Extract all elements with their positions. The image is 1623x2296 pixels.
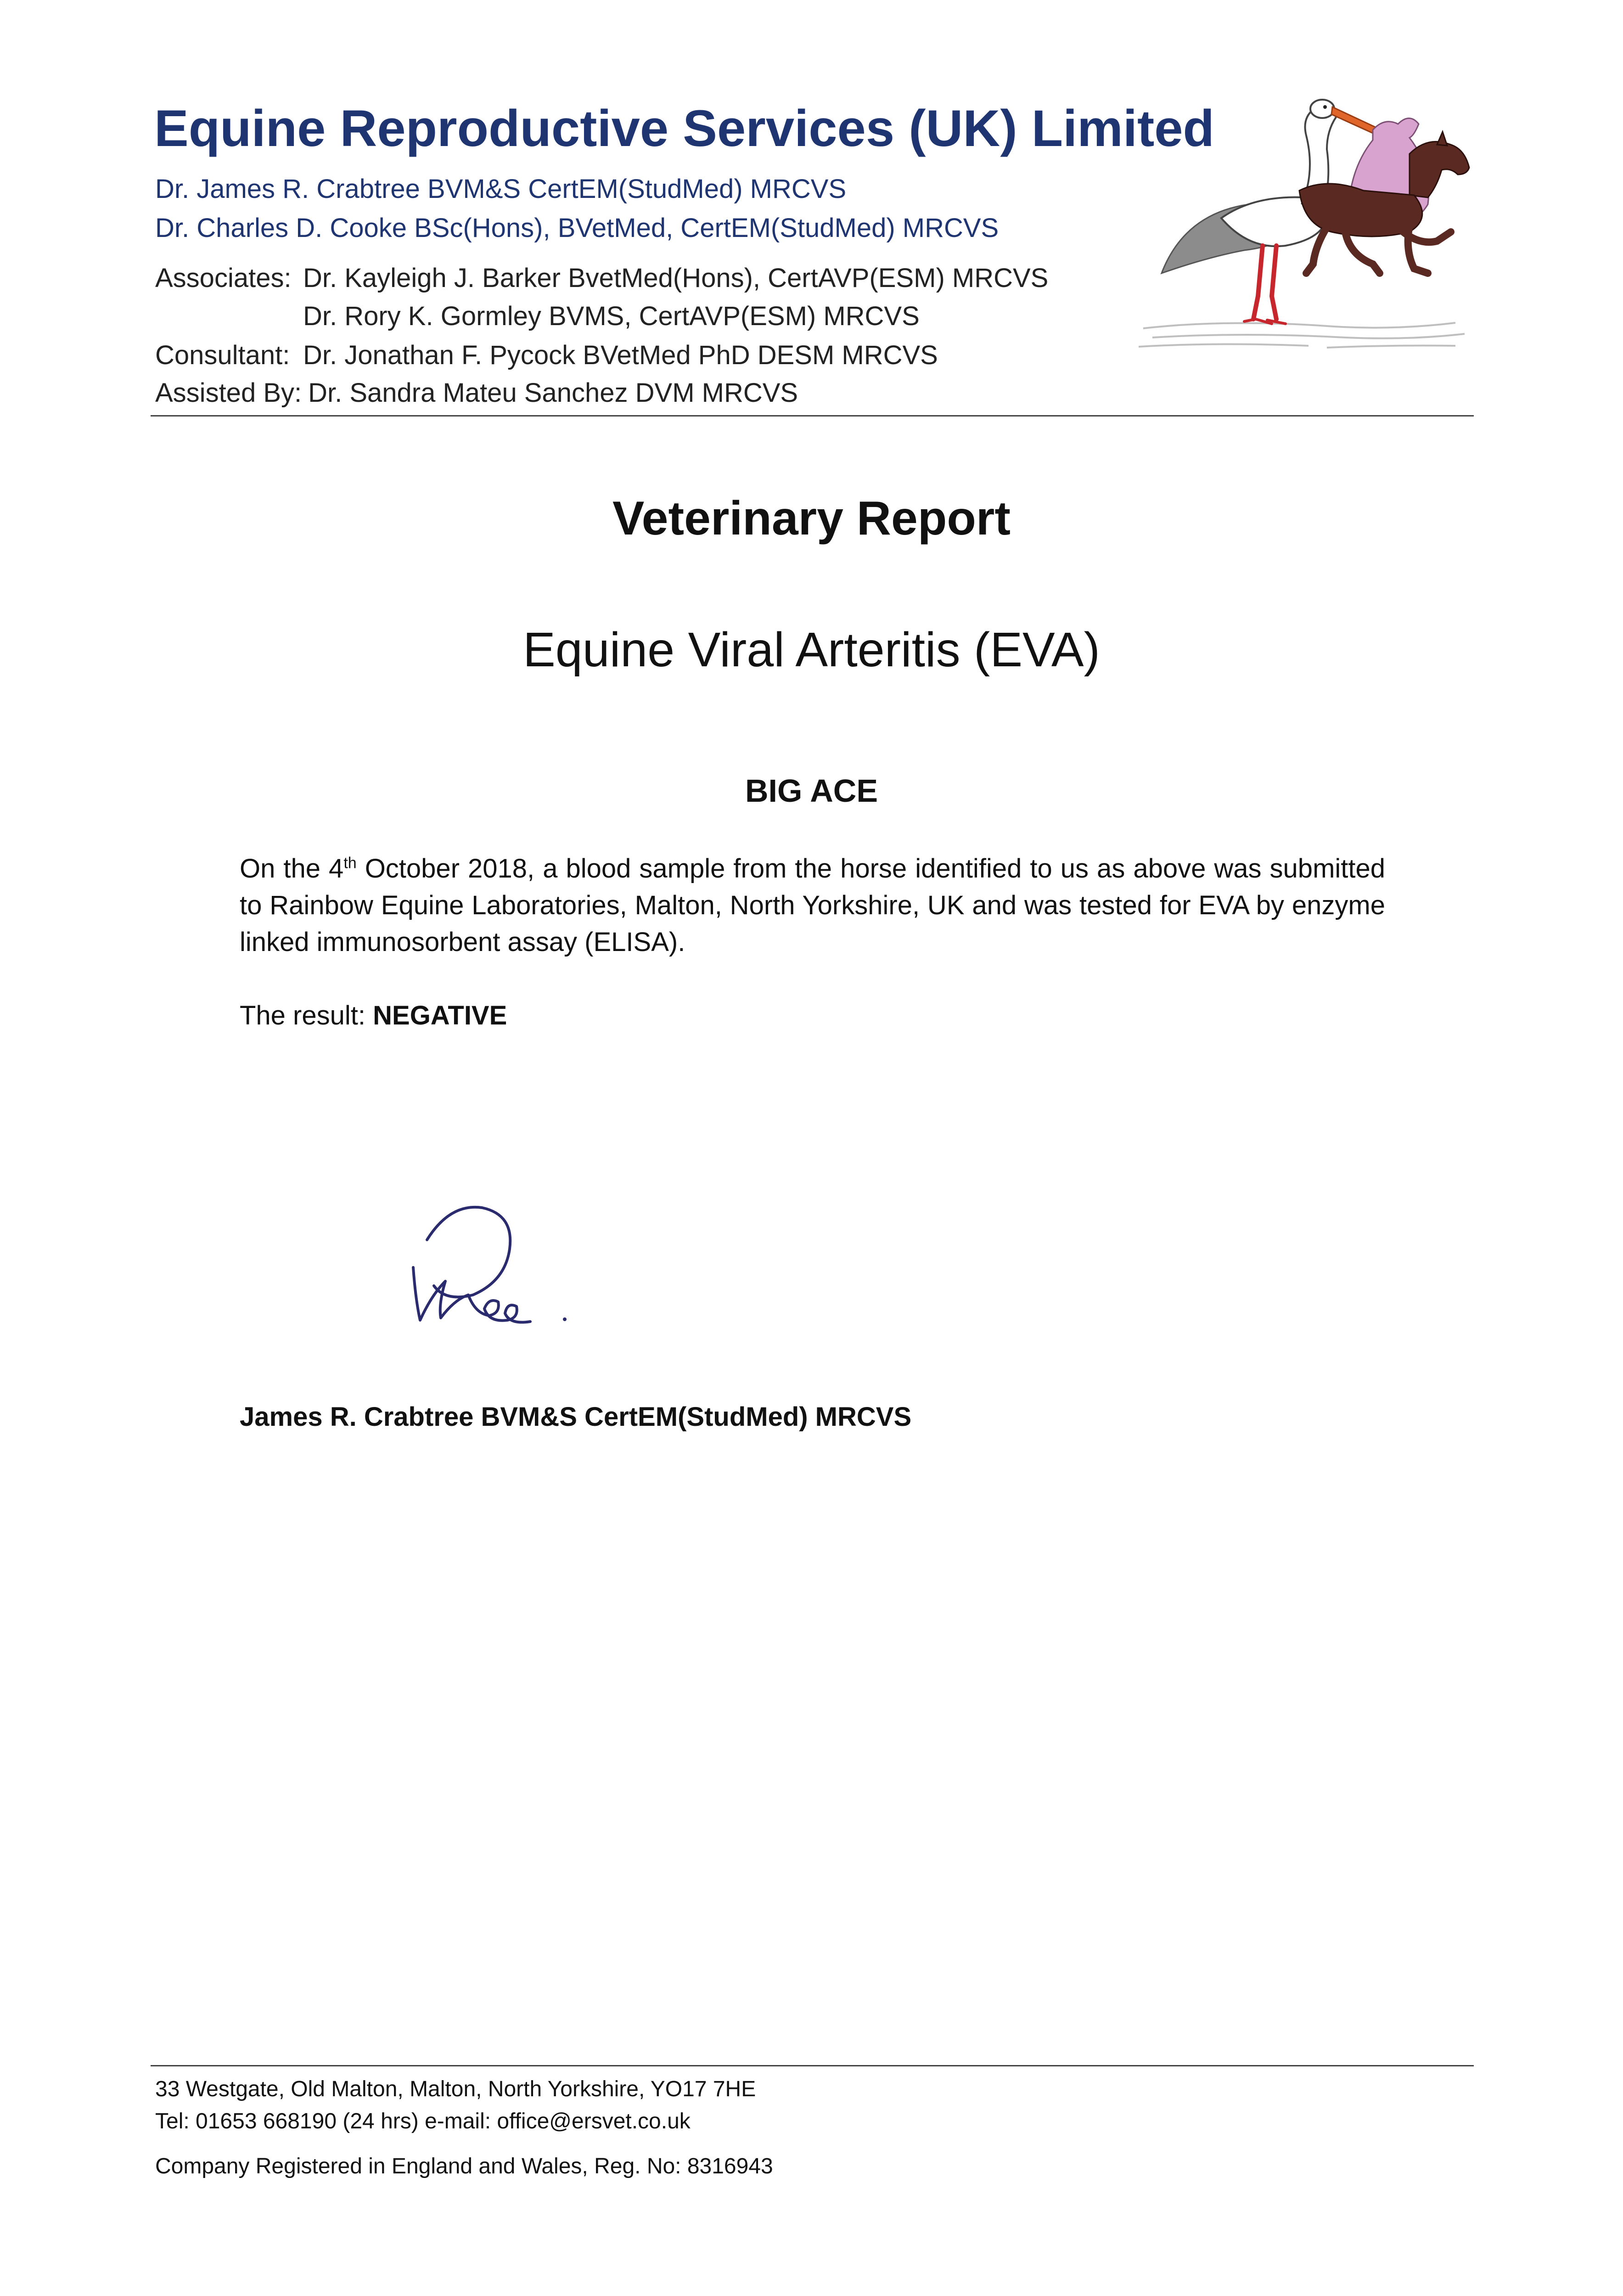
company-name: Equine Reproductive Services (UK) Limited: [154, 100, 1214, 157]
footer-address: 33 Westgate, Old Malton, Malton, North Yorkshire, YO17 7HE: [155, 2077, 756, 2101]
associate-barker: Dr. Kayleigh J. Barker BvetMed(Hons), CertAVP(ESM) MRCVS: [303, 263, 1049, 293]
horse-name: BIG ACE: [745, 773, 878, 809]
footer-registration: Company Registered in England and Wales, Reg. No: 8316943: [155, 2154, 773, 2178]
result-label: The result:: [240, 1001, 373, 1030]
report-subtitle: Equine Viral Arteritis (EVA): [523, 623, 1100, 677]
consultant-label: Consultant:: [155, 340, 290, 370]
result-value: NEGATIVE: [373, 1001, 507, 1030]
assisted-label: Assisted By:: [155, 378, 302, 408]
assisted-name: Dr. Sandra Mateu Sanchez DVM MRCVS: [308, 378, 798, 408]
partner-crabtree: Dr. James R. Crabtree BVM&S CertEM(StudMed) MRCVS: [155, 174, 847, 204]
para-prefix: On the 4: [240, 854, 344, 884]
handwritten-signature: [395, 1189, 588, 1341]
partner-cooke: Dr. Charles D. Cooke BSc(Hons), BVetMed, CertEM(StudMed) MRCVS: [155, 213, 999, 243]
para-ordinal-suffix: th: [343, 854, 357, 872]
associates-row-1: [155, 263, 1048, 293]
footer-divider: [151, 2065, 1474, 2066]
para-body: October 2018, a blood sample from the horse identified to us as above was submitted to Rainbow Equine Laboratories, Malton, North Yorkshire, UK and was tested for EVA by enzyme linked immunosorbent assay (ELISA).: [240, 854, 1386, 957]
footer-contact: Tel: 01653 668190 (24 hrs) e-mail: office@ersvet.co.uk: [155, 2109, 691, 2133]
assisted-row: [155, 377, 798, 408]
signatory-name: James R. Crabtree BVM&S CertEM(StudMed) MRCVS: [240, 1402, 912, 1432]
stork-carrying-foal-logo: [1134, 80, 1483, 356]
associates-label: Associates:: [155, 263, 292, 293]
associates-row-2: [155, 301, 920, 332]
result-line: [240, 1000, 507, 1031]
associate-gormley: Dr. Rory K. Gormley BVMS, CertAVP(ESM) MRCVS: [303, 301, 920, 331]
report-title: Veterinary Report: [612, 492, 1011, 545]
consultant-name: Dr. Jonathan F. Pycock BVetMed PhD DESM MRCVS: [303, 340, 938, 370]
report-paragraph: [240, 850, 1385, 961]
header-divider: [151, 415, 1474, 416]
consultant-row: [155, 340, 938, 371]
